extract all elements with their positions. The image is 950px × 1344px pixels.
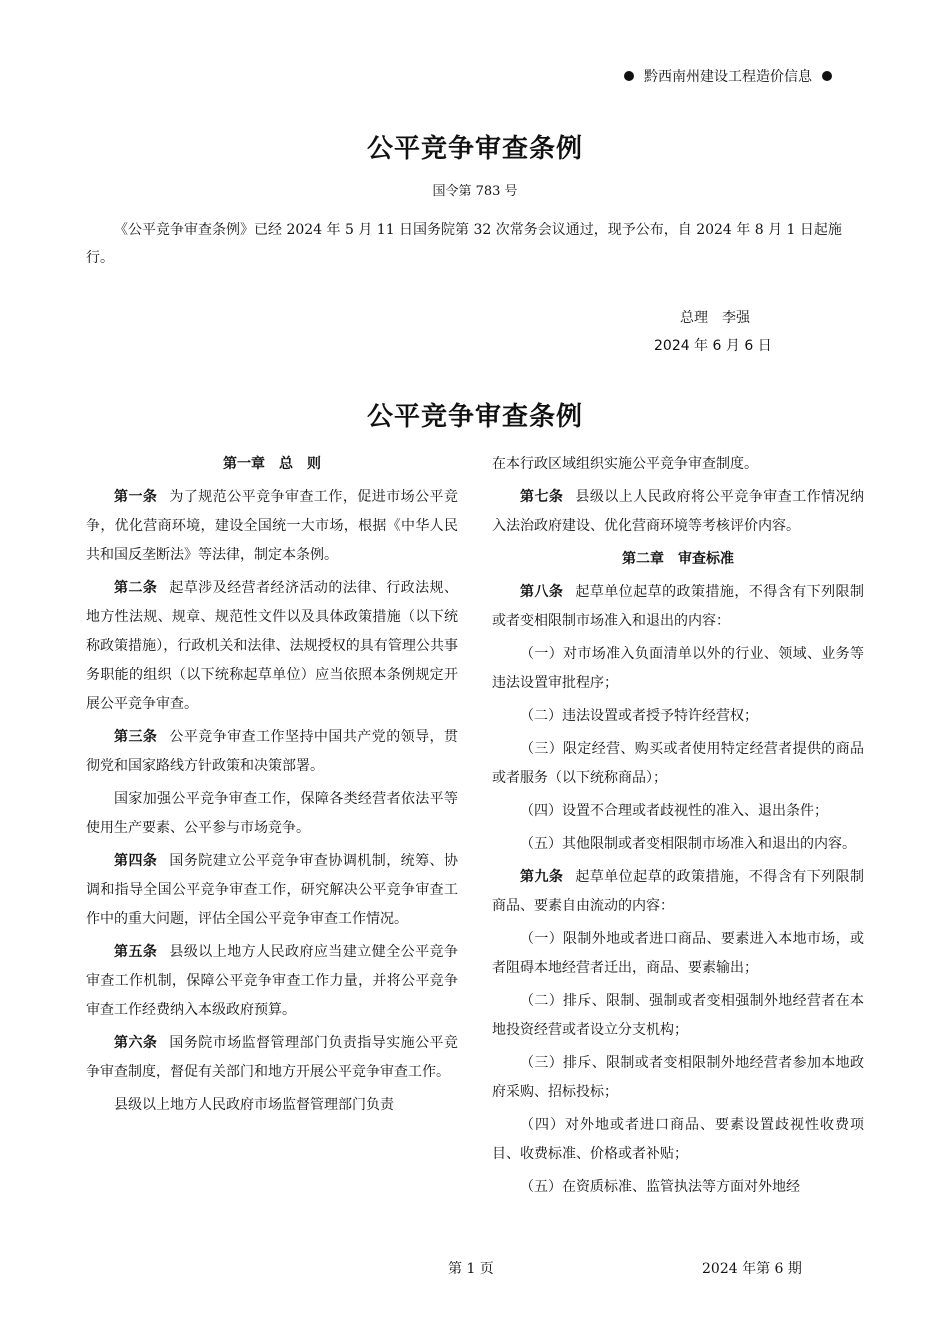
article-9-item: （四）对外地或者进口商品、要素设置歧视性收费项目、收费标准、价格或者补贴； [492,1117,864,1162]
signer-name: 总理 李强 [680,310,750,326]
article-5: 第五条 县级以上地方人民政府应当建立健全公平竞争审查工作机制，保障公平竞争审查工作力量，并将公平竞争审查工作经费纳入本级政府预算。 [86,944,459,1018]
article-9-item: （二）排斥、限制、强制或者变相强制外地经营者在本地投资经营或者设立分支机构； [492,993,864,1038]
article-3-paragraph-2: 国家加强公平竞争审查工作，保障各类经营者依法平等使用生产要素、公平参与市场竞争。 [86,791,458,836]
article-label: 第七条 [520,489,564,505]
article-4: 第四条 国务院建立公平竞争审查协调机制，统筹、协调和指导全国公平竞争审查工作，研究解决公平竞争审查工作中的重大问题，评估全国公平竞争审查工作情况。 [86,853,459,927]
promulgation-text: 《公平竞争审查条例》已经 2024 年 5 月 11 日国务院第 32 次常务会议通过，现予公布，自 2024 年 8 月 1 日起施行。 [86,222,842,266]
article-6-paragraph-2: 县级以上地方人民政府市场监督管理部门负责 [114,1097,394,1113]
left-column [86,450,458,1124]
page-number: 第 1 页 [448,1261,494,1277]
article-8-item: （三）限定经营、购买或者使用特定经营者提供的商品或者服务（以下统称商品）； [492,741,864,786]
article-2: 第二条 起草涉及经营者经济活动的法律、行政法规、地方性法规、规章、规范性文件以及具体政策措施（以下统称政策措施），行政机关和法律、法规授权的具有管理公共事务职能的组织（以下统称起草单位）应当依照本条例规定开展公平竞争审查。 [86,580,459,712]
article-3: 第三条 公平竞争审查工作坚持中国共产党的领导，贯彻党和国家路线方针政策和决策部署。 [86,729,459,774]
article-8: 第八条 起草单位起草的政策措施，不得含有下列限制或者变相限制市场准入和退出的内容： [492,584,865,629]
article-9-item: （三）排斥、限制或者变相限制外地经营者参加本地政府采购、招标投标； [492,1055,864,1100]
body-title: 公平竞争审查条例 [366,402,583,432]
signer-block [654,304,772,360]
right-column [492,450,864,1206]
article-label: 第六条 [114,1035,158,1051]
publication-header [624,66,832,86]
article-8-item: （五）其他限制或者变相限制市场准入和退出的内容。 [520,836,856,852]
article-6: 第六条 国务院市场监督管理部门负责指导实施公平竞争审查制度，督促有关部门和地方开展公平竞争审查工作。 [86,1035,459,1080]
article-1: 第一条 为了规范公平竞争审查工作，促进市场公平竞争，优化营商环境，建设全国统一大市场，根据《中华人民共和国反垄断法》等法律，制定本条例。 [86,489,459,563]
article-7: 第七条 县级以上人民政府将公平竞争审查工作情况纳入法治政府建设、优化营商环境等考核评价内容。 [492,489,865,534]
article-label: 第八条 [520,584,564,600]
page-title: 公平竞争审查条例 [366,134,583,164]
order-number: 国令第 783 号 [432,184,518,199]
article-8-item: （四）设置不合理或者歧视性的准入、退出条件； [520,803,828,819]
chapter-heading: 第二章 审查标准 [622,551,734,567]
article-9: 第九条 起草单位起草的政策措施，不得含有下列限制商品、要素自由流动的内容： [492,869,865,914]
bullet-dot-icon [624,71,634,81]
issue-number: 2024 年第 6 期 [702,1261,802,1277]
article-9-item: （五）在资质标准、监管执法等方面对外地经 [520,1179,800,1195]
chapter-heading: 第一章 总 则 [223,456,321,472]
bullet-dot-icon [822,71,832,81]
article-6-continuation: 在本行政区域组织实施公平竞争审查制度。 [492,456,758,472]
article-8-item: （一）对市场准入负面清单以外的行业、领域、业务等违法设置审批程序； [492,646,864,691]
article-label: 第九条 [520,869,564,885]
article-label: 第四条 [114,853,158,869]
article-label: 第五条 [114,944,158,960]
article-9-item: （一）限制外地或者进口商品、要素进入本地市场，或者阻碍本地经营者迁出，商品、要素输出； [492,931,864,976]
publication-name: 黔西南州建设工程造价信息 [644,69,812,85]
article-8-item: （二）违法设置或者授予特许经营权； [520,708,758,724]
article-label: 第一条 [114,489,158,505]
signer-date: 2024 年 6 月 6 日 [654,338,772,354]
article-label: 第二条 [114,580,158,596]
article-label: 第三条 [114,729,158,745]
